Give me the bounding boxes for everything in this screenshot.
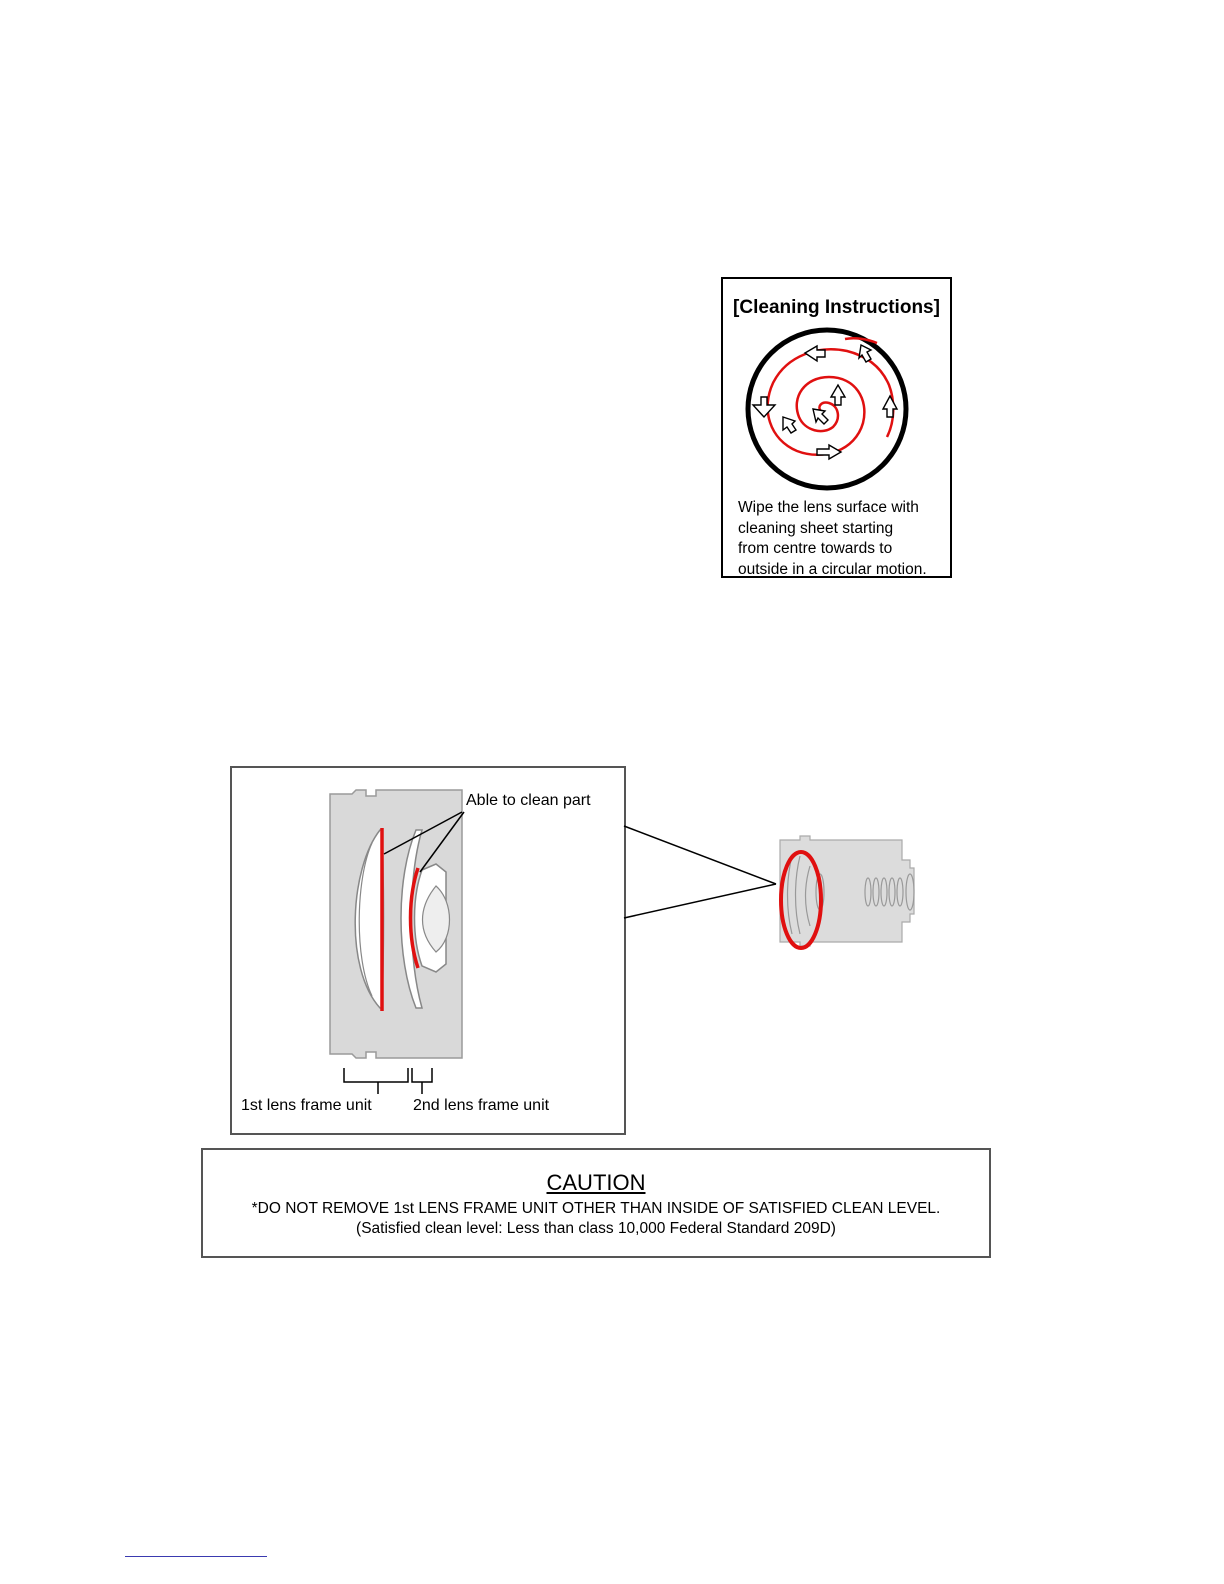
arrow-icon: [753, 397, 775, 417]
arrow-icon: [831, 385, 845, 405]
arrow-icon: [883, 396, 897, 417]
cleaning-instructions-title: [Cleaning Instructions]: [733, 297, 940, 318]
caution-clean-level-note: (Satisfied clean level: Less than class 10,000 Federal Standard 209D): [356, 1220, 836, 1237]
lens-unit-overview: [770, 830, 930, 955]
wipe-spiral-path: [768, 349, 894, 454]
caution-text: *DO NOT REMOVE 1st LENS FRAME UNIT OTHER THAN INSIDE OF SATISFIED CLEAN LEVEL.: [251, 1200, 941, 1217]
frame1-bracket: [344, 1068, 408, 1094]
lens-frame-cross-section: [232, 768, 628, 1137]
first-lens-frame-label: 1st lens frame unit: [241, 1097, 372, 1114]
cleaning-instructions-box: [721, 277, 952, 578]
arrow-icon: [805, 346, 825, 361]
frame2-bracket: [412, 1068, 432, 1094]
clean-part-label: Able to clean part: [466, 792, 591, 809]
arrow-icon: [813, 409, 828, 424]
lens-frame-detail-box: [230, 766, 626, 1135]
callout-lines: [620, 820, 780, 930]
arrow-icon: [817, 445, 841, 459]
arrow-icon: [783, 417, 796, 433]
cleaning-instructions-text: Wipe the lens surface with cleaning sheet starting from centre towards to outside in a circular motion.: [738, 499, 927, 578]
arrow-icon: [859, 345, 871, 362]
caution-title: CAUTION: [546, 1170, 646, 1195]
footer-rule: [125, 1556, 267, 1557]
spiral-wipe-diagram: [743, 327, 913, 492]
caution-box: [201, 1148, 991, 1258]
second-lens-frame-label: 2nd lens frame unit: [413, 1097, 550, 1114]
